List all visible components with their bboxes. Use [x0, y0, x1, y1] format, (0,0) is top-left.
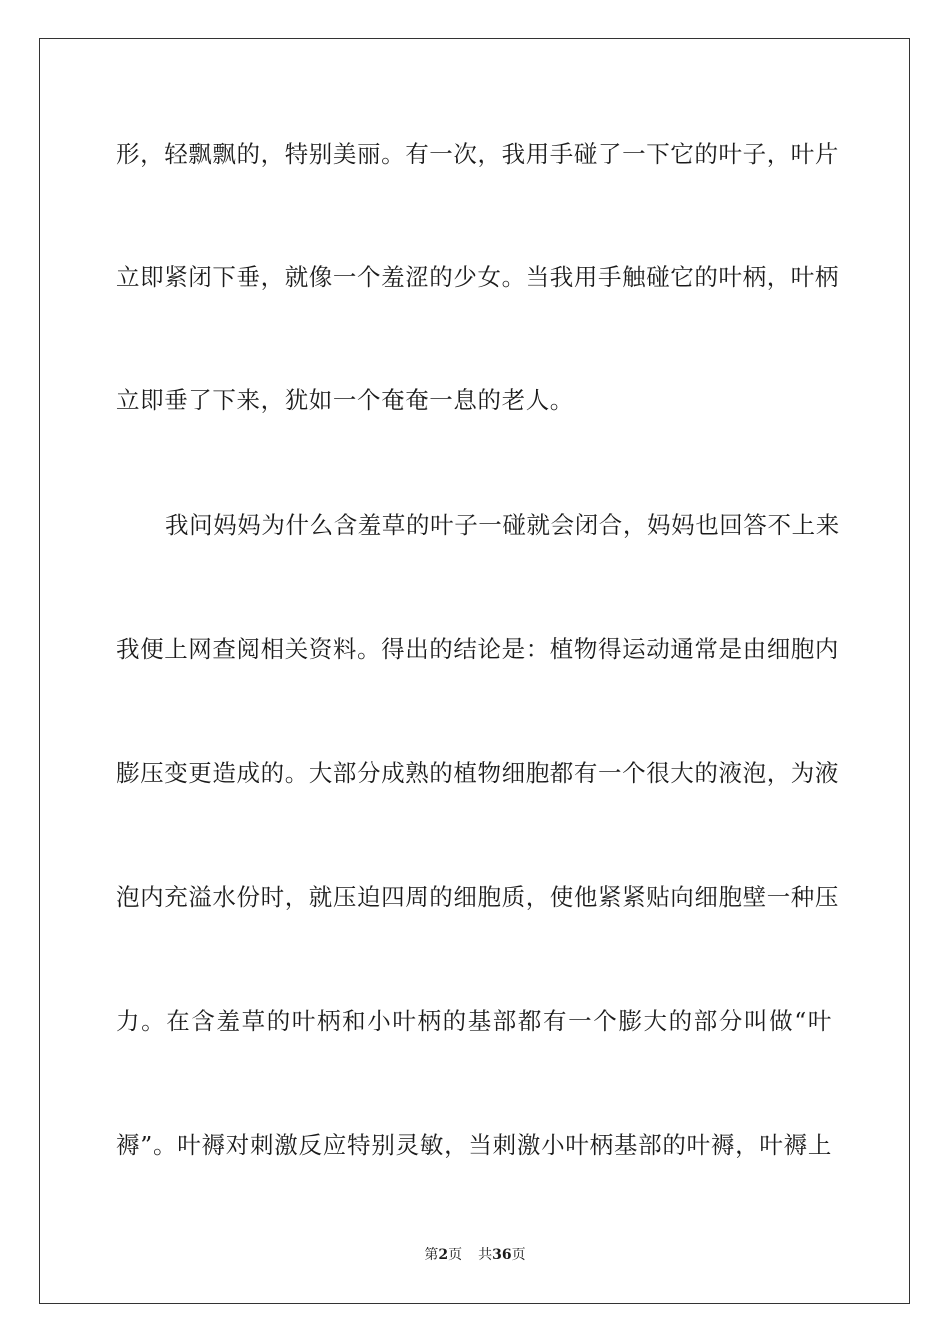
footer-page-suffix: 页 — [448, 1247, 463, 1263]
footer-total-pages: 36 — [492, 1247, 512, 1263]
footer-page-prefix: 第 — [424, 1247, 439, 1263]
text-line-8: 力。在含羞草的叶柄和小叶柄的基部都有一个膨大的部分叫做“叶 — [116, 1007, 832, 1035]
text-line-6: 膨压变更造成的。大部分成熟的植物细胞都有一个很大的液泡，为液 — [116, 759, 839, 787]
text-line-5: 我便上网查阅相关资料。得出的结论是：植物得运动通常是由细胞内 — [116, 635, 839, 663]
text-line-7: 泡内充溢水份时，就压迫四周的细胞质，使他紧紧贴向细胞壁一种压 — [116, 883, 839, 911]
text-line-2: 立即紧闭下垂，就像一个羞涩的少女。当我用手触碰它的叶柄，叶柄 — [116, 263, 839, 291]
page-border — [39, 38, 910, 1304]
footer-page-number: 2 — [438, 1247, 449, 1263]
text-line-1: 形，轻飘飘的，特别美丽。有一次，我用手碰了一下它的叶子，叶片 — [116, 140, 839, 168]
footer-total-prefix: 共 — [478, 1247, 493, 1263]
footer-total-suffix: 页 — [511, 1247, 526, 1263]
text-line-4: 我问妈妈为什么含羞草的叶子一碰就会闭合，妈妈也回答不上来 — [165, 511, 840, 539]
text-line-9: 褥”。叶褥对刺激反应特别灵敏，当刺激小叶柄基部的叶褥，叶褥上 — [116, 1131, 832, 1159]
text-line-3: 立即垂了下来，犹如一个奄奄一息的老人。 — [116, 386, 574, 414]
page-footer — [0, 1246, 950, 1264]
